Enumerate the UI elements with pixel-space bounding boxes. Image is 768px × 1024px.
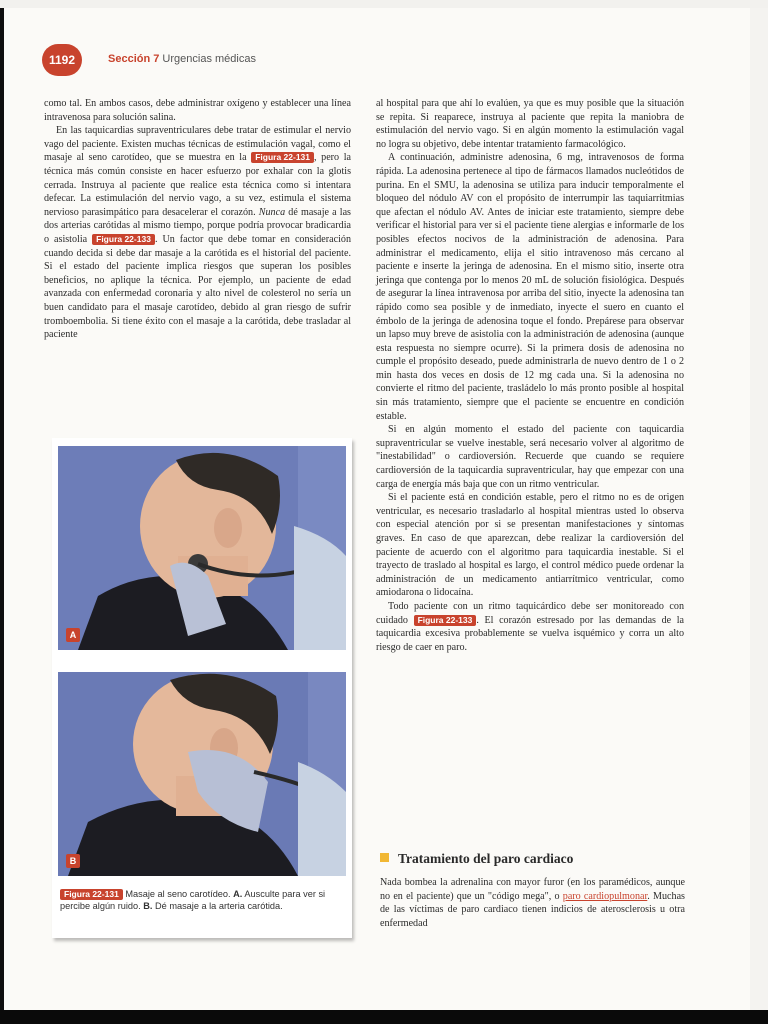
auscultation-photo — [58, 446, 346, 650]
left-column — [44, 97, 351, 342]
figure-caption — [60, 888, 350, 912]
paragraph: Si en algún momento el estado del paciente con taquicardia supraventricular se vuelve inestable, será necesario volver al algoritmo de "inestabilidad" o cardioversión. Recuerde que cuando se requiere cardioversión de la taquicardia supraventricular, hay que empezar con una carga de energía más baja que con un ritmo ventricular. — [376, 424, 684, 490]
glossary-link[interactable]: paro cardiopulmonar — [562, 890, 648, 902]
caption-text: Masaje al seno carotídeo. — [125, 889, 231, 899]
text-run: . Muchas de las víctimas de paro cardiaco tienen indicios de aterosclerosis u otra enfermedad — [380, 890, 685, 929]
section-label: Sección 7 — [108, 53, 160, 65]
emphasis: Nunca — [258, 206, 286, 218]
figure-reference: Figura 22-131 — [60, 889, 123, 900]
photo-a — [58, 446, 346, 650]
right-column-continued — [380, 876, 685, 930]
figure-reference[interactable]: Figura 22-133 — [92, 234, 155, 245]
paragraph — [44, 124, 351, 342]
text-run: . Un factor que debe tomar en consideración cuando decida si debe dar masaje a la carótida es el historial del paciente. Si el estado del paciente implica riesgos que superan los posibles beneficios, no aplique la técnica. Por ejemplo, un paciente de edad avanzada con enfermedad coronaria y alto nivel de colesterol no sería un buen candidato para el masaje carotídeo, debido al gran riesgo de sufrir tromboembolia. Si tiene éxito con el masaje a la carótida, debe trasladar al paciente — [44, 233, 352, 341]
caption-text: Dé masaje a la arteria carótida. — [155, 901, 283, 911]
text-run: dé masaje a las dos arterias carótidas al mismo tiempo, porque podría provocar bradicardia o asistolia — [44, 206, 351, 245]
figure-reference[interactable]: Figura 22-131 — [251, 152, 314, 163]
text-run: Todo paciente con un ritmo taquicárdico debe ser monitoreado con cuidado — [376, 600, 684, 626]
paragraph: A continuación, administre adenosina, 6 mg, intravenosos de forma rápida. La adenosina pertenece al tipo de fármacos llamados nucleótidos de purina. En el SMU, la adenosina se utiliza para inducir temporalmente el bloqueo del nódulo AV con el propósito de interrumpir las taquiarritmias que afectan el nódulo AV. Antes de iniciar este tratamiento, siempre debe verificar el historial para ver si el paciente tiene alergias e informarle de los posibles efectos nocivos de la administración de adenosina. Para administrar el medicamento, elija el sitio intravenoso más cercano al paciente e inserte la jeringa de adenosina. En el mismo sitio, inserte otra jeringa que contenga por lo menos 20 mL de solución fisiológica. Después de asegurar la línea intravenosa por arriba del sitio, inyecte la adenosina tan rápido como sea posible y de inmediato, inyecte el suero en cuanto el émbolo de la jeringa de adenosina toque el fondo. Prepárese para observar un lapso muy breve de asistolia con la administración de adenosina (aunque esta respuesta no siempre ocurre). Si la primera dosis de adenosina no cumple el propósito deseado, puede administrarla de nuevo dentro de 1 o 2 min hasta dos veces en dosis de 12 mg cada una. Si la adenosina no convierte el ritmo del paciente, trasládelo lo más pronto posible al hospital sin más tratamiento, siempre que el paciente se encuentre en condición estable. — [376, 152, 684, 422]
caption-letter: B. — [143, 901, 153, 911]
section-title: Urgencias médicas — [162, 53, 256, 65]
paragraph: como tal. En ambos casos, debe administrar oxígeno y establecer una línea intravenosa para solución salina. — [44, 98, 351, 123]
page-number-badge: 1192 — [42, 44, 82, 76]
running-head — [108, 53, 256, 65]
paragraph — [376, 600, 684, 654]
photo-label-a: A — [66, 628, 80, 642]
paragraph: al hospital para que ahí lo evalúen, ya que es muy posible que la situación se repita. Si reaparece, instruya al paciente que repita la maniobra de estimulación del nervio vago. Si en algún momento la estimulación vagal no logra su objetivo, debe intentar tratamiento farmacológico. — [376, 98, 684, 150]
text-run: . El corazón estresado por las demandas de la taquicardia excesiva probablemente se vuelva isquémico y corra un alto riesgo de caer en paro. — [376, 614, 684, 653]
scan-bottom-edge — [0, 1010, 768, 1024]
heading-text: Tratamiento del paro cardiaco — [398, 851, 574, 866]
figure-reference[interactable]: Figura 22-133 — [414, 615, 477, 626]
text-run: , pero la técnica más común consiste en hacer esfuerzo por exhalar con la glotis cerrada. Instruya al paciente que realice esta técnica como si intentara defecar. La estimulación del nervio vago, a su vez, estimula el sistema nervioso parasimpático para desacelerar el corazón. — [44, 152, 351, 218]
photo-b — [58, 672, 346, 876]
figure-22-131 — [52, 438, 352, 938]
scan-top-edge — [0, 0, 768, 8]
carotid-massage-photo — [58, 672, 346, 876]
caption-letter: A. — [233, 889, 243, 899]
paragraph: Si el paciente está en condición estable, pero el ritmo no es de origen ventricular, es necesario trasladarlo al hospital mientras usted lo observa con especial atención por si se presentan manifestaciones y síntomas graves. En caso de que aparezcan, debe realizar la cardioversión del paciente de acuerdo con el algoritmo para taquicardia inestable. Si el trayecto de traslado al hospital es largo, el control médico puede ordenar la administración de un medicamento antiarrítmico ventricular, como amiodarona o lidocaína. — [376, 492, 684, 599]
scan-right-edge — [750, 8, 768, 1010]
caption-text: Ausculte para ver si percibe algún ruido. — [60, 889, 326, 911]
section-heading — [380, 851, 690, 867]
paragraph — [380, 876, 685, 930]
text-run: Nada bombea la adrenalina con mayor furor (en los paramédicos, aunque no en el paciente) que un "código mega", o — [380, 877, 685, 902]
photo-label-b: B — [66, 854, 80, 868]
text-run: En las taquicardias supraventriculares debe tratar de estimular el nervio vago del paciente. Existen muchas técnicas de estimulación vagal, como el masaje al seno carotídeo, que se muestra en la — [44, 125, 351, 164]
heading-square-icon — [380, 853, 389, 862]
right-column — [376, 97, 684, 654]
